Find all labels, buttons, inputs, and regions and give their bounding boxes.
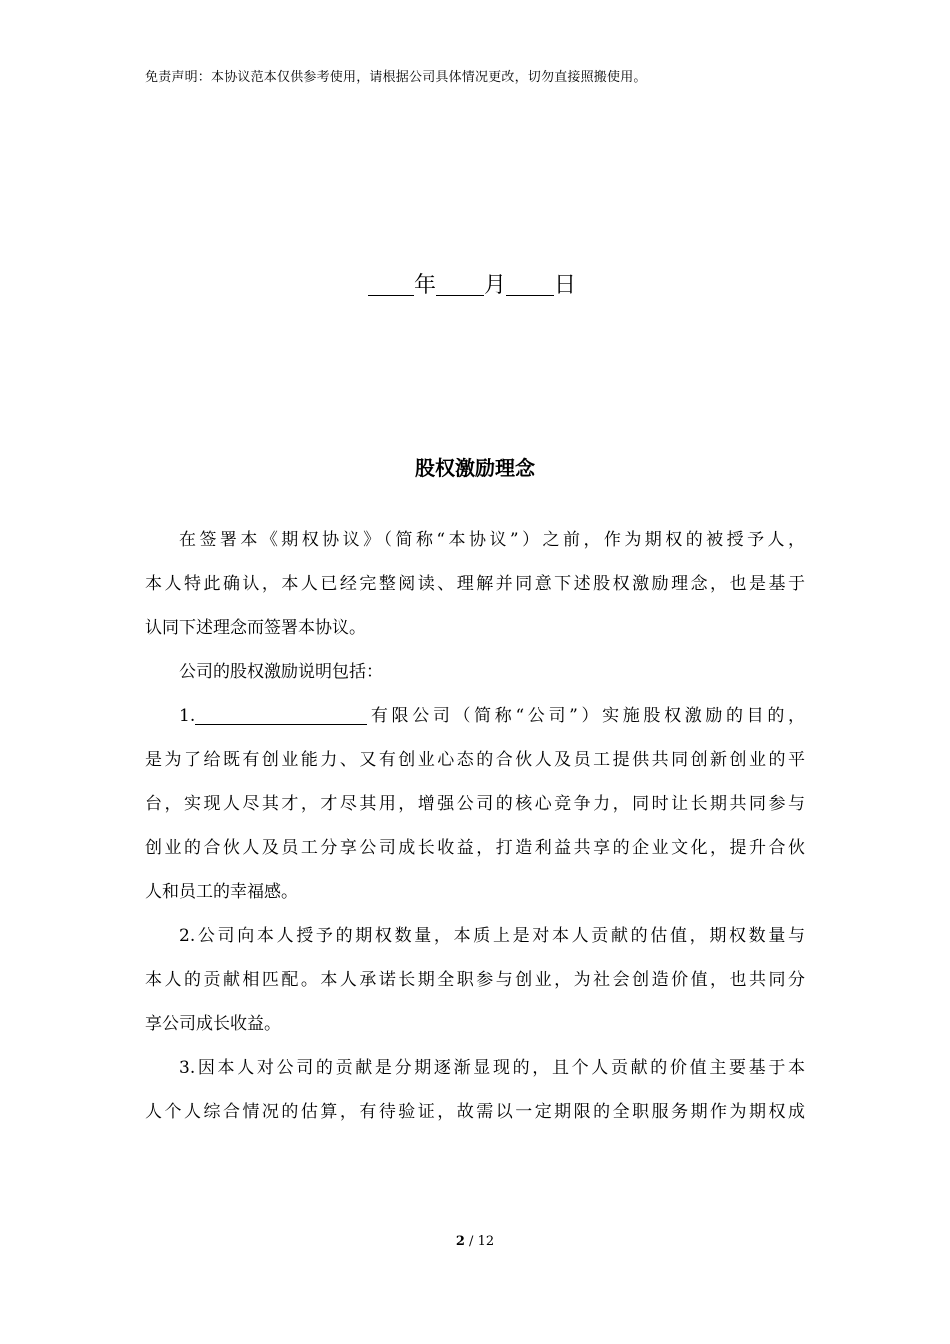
text-segment: 有限公司（简称“公司”）实施股权激励的目的，	[367, 706, 805, 726]
paragraph-item-1	[145, 694, 805, 914]
body-text	[145, 518, 805, 1134]
year-label: 年	[414, 273, 437, 298]
total-pages: 12	[477, 1234, 495, 1249]
section-title: 股权激励理念	[415, 456, 535, 480]
company-name-blank	[195, 723, 367, 725]
text-line: 2.公司向本人授予的期权数量，本质上是对本人贡献的估值，期权数量与	[179, 926, 805, 946]
text-line: 公司的股权激励说明包括：	[179, 662, 383, 682]
month-label: 月	[484, 273, 507, 298]
paragraph-lead	[145, 650, 805, 694]
day-blank	[506, 294, 554, 296]
paragraph-item-2	[145, 914, 805, 1046]
month-blank	[436, 294, 484, 296]
text-line: 人和员工的幸福感。	[145, 882, 298, 902]
page-separator: /	[464, 1234, 478, 1249]
page-number	[0, 1234, 950, 1249]
day-label: 日	[554, 273, 577, 298]
text-line: 台，实现人尽其才，才尽其用，增强公司的核心竞争力，同时让长期共同参与	[145, 794, 805, 814]
text-line: 创业的合伙人及员工分享公司成长收益，打造利益共享的企业文化，提升合伙	[145, 838, 805, 858]
text-line: 3.因本人对公司的贡献是分期逐渐显现的，且个人贡献的价值主要基于本	[179, 1058, 805, 1078]
current-page: 2	[455, 1234, 465, 1249]
year-blank	[368, 294, 414, 296]
text-line	[145, 694, 805, 738]
text-line: 在签署本《期权协议》（简称“本协议”）之前，作为期权的被授予人，	[179, 530, 805, 550]
paragraph-item-3	[145, 1046, 805, 1134]
text-line: 认同下述理念而签署本协议。	[145, 618, 366, 638]
paragraph-intro	[145, 518, 805, 650]
disclaimer-header: 免责声明：本协议范本仅供参考使用，请根据公司具体情况更改，切勿直接照搬使用。	[145, 70, 647, 85]
text-line: 本人特此确认，本人已经完整阅读、理解并同意下述股权激励理念，也是基于	[145, 574, 805, 594]
text-line: 人个人综合情况的估算，有待验证，故需以一定期限的全职服务期作为期权成	[145, 1102, 805, 1122]
text-line: 本人的贡献相匹配。本人承诺长期全职参与创业，为社会创造价值，也共同分	[145, 970, 805, 990]
text-line: 是为了给既有创业能力、又有创业心态的合伙人及员工提供共同创新创业的平	[145, 750, 805, 770]
item-number: 1.	[179, 706, 196, 726]
date-line	[368, 268, 576, 299]
text-line: 享公司成长收益。	[145, 1014, 281, 1034]
